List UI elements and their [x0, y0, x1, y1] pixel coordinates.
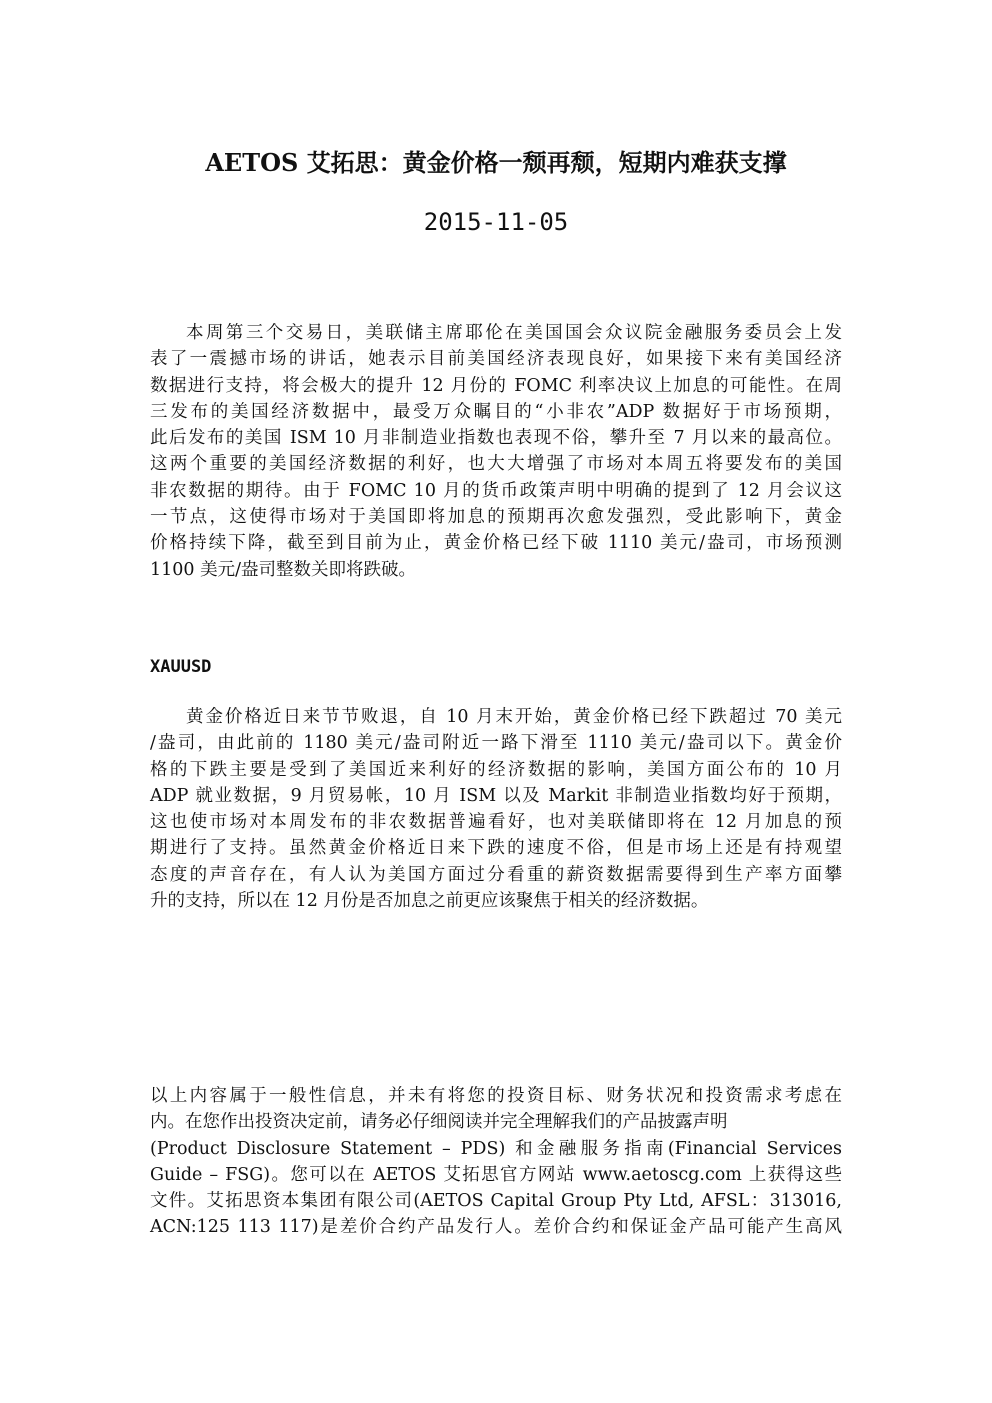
xauusd-paragraph — [150, 704, 842, 914]
paragraph-line: /盎司，由此前的 1180 美元/盎司附近一路下滑至 1110 美元/盎司以下。黄金价 — [150, 733, 842, 754]
paragraph-line: 文件。艾拓思资本集团有限公司(AETOS Capital Group Pty Ltd, AFSL：313016, — [150, 1191, 842, 1212]
paragraph-line: 态度的声音存在，有人认为美国方面过分看重的薪资数据需要得到生产率方面攀 — [150, 864, 842, 885]
paragraph-line: 数据进行支持，将会极大的提升 12 月份的 FOMC 利率决议上加息的可能性。在周 — [150, 375, 842, 396]
paragraph-line: 黄金价格近日来节节败退，自 10 月末开始，黄金价格已经下跌超过 70 美元 — [186, 707, 842, 727]
paragraph-line: 这也使市场对本周发布的非农数据普遍看好，也对美联储即将在 12 月加息的预 — [150, 812, 842, 833]
paragraph-line: Guide – FSG)。您可以在 AETOS 艾拓思官方网站 www.aetoscg.com 上获得这些 — [150, 1164, 842, 1185]
paragraph-line: 三发布的美国经济数据中，最受万众瞩目的“小非农”ADP 数据好于市场预期， — [150, 401, 842, 422]
paragraph-line: 价格持续下降，截至到目前为止，黄金价格已经下破 1110 美元/盎司，市场预测 — [150, 533, 842, 554]
intro-paragraph — [150, 320, 842, 583]
paragraph-line: 格的下跌主要是受到了美国近来利好的经济数据的影响，美国方面公布的 10 月 — [150, 759, 842, 780]
paragraph-line: 期进行了支持。虽然黄金价格近日来下跌的速度不俗，但是市场上还是有持观望 — [150, 838, 842, 859]
document-title: AETOS 艾拓思：黄金价格一颓再颓，短期内难获支撑 — [205, 148, 787, 178]
paragraph-line: 这两个重要的美国经济数据的利好，也大大增强了市场对本周五将要发布的美国 — [150, 454, 842, 475]
document-date: 2015-11-05 — [423, 208, 569, 236]
paragraph-line: ACN:125 113 117)是差价合约产品发行人。差价合约和保证金产品可能产生高风 — [150, 1217, 842, 1238]
paragraph-line: ADP 就业数据，9 月贸易帐，10 月 ISM 以及 Markit 非制造业指数均好于预期， — [150, 785, 842, 806]
section-heading-xauusd: XAUUSD — [150, 657, 212, 677]
paragraph-line: 内。在您作出投资决定前，请务必仔细阅读并完全理解我们的产品披露声明 — [150, 1112, 728, 1133]
paragraph-line: 以上内容属于一般性信息，并未有将您的投资目标、财务状况和投资需求考虑在 — [150, 1086, 842, 1106]
paragraph-line: 1100 美元/盎司整数关即将跌破。 — [150, 559, 416, 580]
paragraph-line: 此后发布的美国 ISM 10 月非制造业指数也表现不俗，攀升至 7 月以来的最高位。 — [150, 428, 842, 449]
paragraph-line: 一节点，这使得市场对于美国即将加息的预期再次愈发强烈，受此影响下，黄金 — [150, 507, 842, 528]
disclaimer-paragraph — [150, 1083, 842, 1241]
paragraph-line: 非农数据的期待。由于 FOMC 10 月的货币政策声明中明确的提到了 12 月会议这 — [150, 480, 842, 501]
paragraph-line: 本周第三个交易日，美联储主席耶伦在美国国会众议院金融服务委员会上发 — [186, 323, 842, 343]
paragraph-line: (Product Disclosure Statement – PDS) 和金融服务指南(Financial Services — [150, 1138, 842, 1159]
paragraph-line: 表了一震撼市场的讲话，她表示目前美国经济表现良好，如果接下来有美国经济 — [150, 349, 842, 370]
paragraph-line: 升的支持，所以在 12 月份是否加息之前更应该聚焦于相关的经济数据。 — [150, 891, 709, 912]
